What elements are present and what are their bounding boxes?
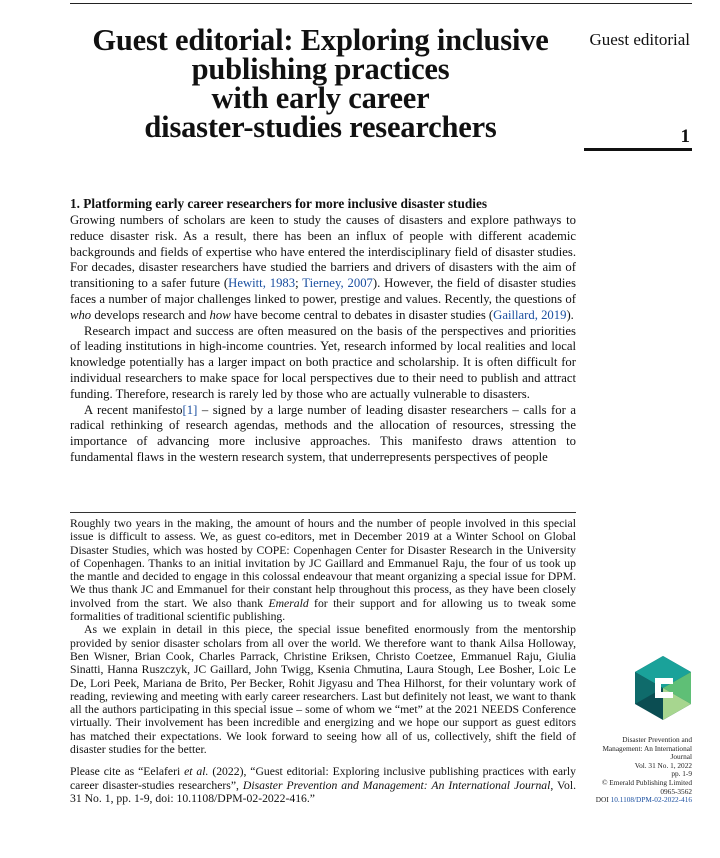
- title-line-3: with early career: [211, 81, 430, 115]
- journal-issn: 0965-3562: [660, 786, 692, 796]
- title-line-2: publishing practices: [191, 52, 450, 86]
- title-line-4: disaster-studies researchers: [144, 110, 497, 144]
- doi-link[interactable]: 10.1108/DPM-02-2022-416: [610, 795, 692, 805]
- p1-emphasis-how: how: [209, 307, 231, 322]
- journal-pages: pp. 1-9: [671, 769, 692, 779]
- paragraph-2: Research impact and success are often measured on the basis of the perspectives and priorities of leading institutions in high-income countries. Yet, research informed by local realities and local knowledge potentially has a larger impact on both practice and scholarship. It is often difficult for individual researchers to make space for local perspectives due to their need to publish and attract funding. Therefore, research is rarely led by those who are actually vulnerable to disasters.: [70, 323, 576, 401]
- notes-paragraph-2: As we explain in detail in this piece, the special issue benefited enormously from the mentorship provided by senior disaster scholars from all over the world. We therefore want to thank Ailsa Holloway, Ben Wisner, Brian Cook, Charles Parrack, Christine Eriksen, Christo Coetzee, Emmanuel Raju, Giulia Sinatti, Hanna Ruszczyk, JC Gaillard, John Twigg, Ksenia Chmutina, Laura Stough, Lee Bosher, Loic Le De, Lori Peek, Mariana de Brito, Per Becker, Rohit Jigyasu and Thea Hilhorst, for their voluntary work of reading, reviewing and meeting with early career researchers. Last but definitely not least, we want to thank all the authors participating in this special issue – some of whom we “met” at the 2021 NEEDS Conference virtually. Their involvement has been incredible and energizing and we hope our support as guest editors has matched their expectations. We look forward to seeing how all of us, collectively, shift the field of disaster studies for the better.: [70, 623, 576, 757]
- citation-link-gaillard[interactable]: Gaillard, 2019: [493, 307, 567, 322]
- journal-copyright: © Emerald Publishing Limited: [601, 777, 692, 787]
- page-number: 1: [680, 126, 690, 147]
- section-label: Guest editorial: [589, 30, 690, 49]
- notes-p1-text-b: for their support and for allowing us to tweak some formalities of traditional scientific publishing.: [70, 596, 576, 624]
- p3-text-b: – signed by a large number of leading disaster researchers – calls for a radical rethinking of research agendas, methods and the allocation of resources, stressing the importance of advancing more inclusive approaches. This manifesto draws attention to fundamental flaws in the western research system, that underrepresents perspectives of people: [70, 402, 576, 464]
- p1-emphasis-who: who: [70, 307, 92, 322]
- citation-note: [70, 765, 576, 805]
- journal-name-line-2: Management: An International: [602, 743, 692, 753]
- citation-link-hewitt[interactable]: Hewitt, 1983: [228, 276, 296, 291]
- citation-journal-name: Disaster Prevention and Management: An International Journal: [242, 778, 551, 792]
- p1-text-e: ).: [566, 307, 574, 322]
- journal-name-line-3: Journal: [670, 752, 692, 762]
- citation-text-a: Please cite as “Eelaferi: [70, 765, 185, 779]
- journal-doi: [552, 796, 692, 805]
- notes-p1-text-a: Roughly two years in the making, the amount of hours and the number of people involved in this special issue is difficult to assess. We, as guest co-editors, met in December 2019 at a Winter School on Global Disaster Studies, which was hosted by COPE: Copenhagen Center for Disaster Research in the University of Copenhagen. Thanks to an initial invitation by JC Gaillard and Emmanuel Raju, the four of us took up the mantle and decided to engage in this colossal endeavour that meant organizing a special issue for DPM. We thus thank JC and Emmanuel for their constant help throughout this process, as they have been closely involved from the start. We also thank: [70, 517, 576, 610]
- citation-text-c: , Vol. 31 No. 1, pp. 1-9, doi: 10.1108/DPM-02-2022-416.”: [70, 778, 576, 805]
- p1-sep: ;: [295, 276, 303, 291]
- journal-info: [552, 736, 692, 805]
- citation-link-tierney[interactable]: Tierney, 2007: [302, 276, 373, 291]
- notes-p1-emphasis: Emerald: [268, 596, 309, 610]
- p3-text-a: A recent manifesto: [84, 402, 183, 417]
- p1-text-b: ). However, the field of disaster studies faces a number of major challenges linked to power, prestige and values. Recently, the questions of: [70, 276, 576, 306]
- paragraph-1: [70, 213, 576, 324]
- paragraph-3: [70, 403, 576, 466]
- p1-text-a: Growing numbers of scholars are keen to study the causes of disasters and explore pathways to reduce disaster risk. As a result, there has been an influx of people with different academic backgrounds and fields of expertise who have entered the interdisciplinary field of disaster studies. For decades, disaster researchers have studied the barriers and drivers of disasters with the aim of transitioning to a safer future (: [70, 213, 576, 291]
- emerald-logo-icon: [634, 655, 692, 721]
- page-number-rule: [584, 148, 692, 151]
- page-title: [58, 23, 583, 144]
- article-body: [70, 196, 576, 466]
- journal-name-line-1: Disaster Prevention and: [622, 735, 692, 744]
- p1-text-d: have become central to debates in disaster studies (: [230, 307, 494, 322]
- citation-emphasis-etal: et al.: [184, 765, 209, 779]
- p1-text-c: develops research and: [91, 307, 210, 322]
- top-rule: [70, 3, 692, 4]
- section-heading: 1. Platforming early career researchers for more inclusive disaster studies: [70, 196, 488, 211]
- title-line-1: Guest editorial: Exploring inclusive: [92, 23, 549, 57]
- journal-volume: Vol. 31 No. 1, 2022: [634, 760, 692, 770]
- acknowledgements-notes: [70, 517, 576, 805]
- notes-rule: [70, 512, 576, 513]
- notes-paragraph-1: [70, 517, 576, 623]
- citation-text-b: (2022), “Guest editorial: Exploring inclusive publishing practices with early career disaster-studies researchers”,: [70, 765, 576, 792]
- doi-label: DOI: [595, 795, 611, 805]
- footnote-link-1[interactable]: [1]: [182, 402, 198, 417]
